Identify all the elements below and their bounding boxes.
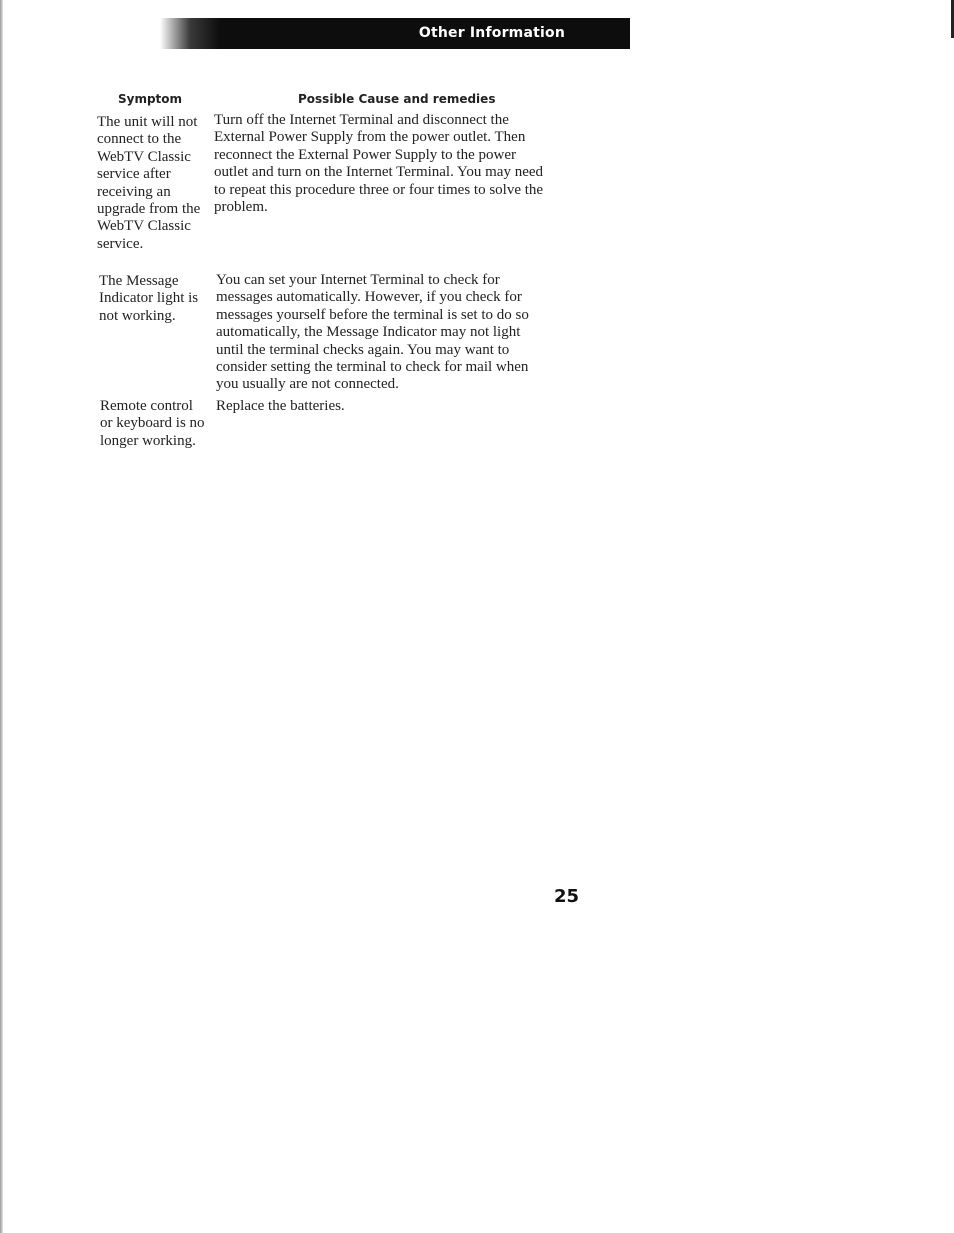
page-left-edge bbox=[0, 0, 3, 1233]
remedy-cell: Replace the batteries. bbox=[216, 398, 345, 414]
symptom-cell: The Message Indicator light is not working. bbox=[99, 273, 199, 324]
cause-column-heading: Possible Cause and remedies bbox=[298, 92, 496, 106]
section-header-bar bbox=[160, 18, 630, 49]
section-title: Other Information bbox=[418, 25, 565, 41]
remedy-cell: Turn off the Internet Terminal and disconnect the External Power Supply from the power outlet. Then reconnect the External Power Supply to the power outlet and turn on the Internet Terminal. You may need to repeat this procedure three or four times to solve the problem. bbox=[214, 112, 544, 216]
symptom-column-heading: Symptom bbox=[118, 92, 183, 106]
remedy-cell: You can set your Internet Terminal to check for messages automatically. However, if you check for messages yourself before the terminal is set to do so automatically, the Message Indicator may not light until the terminal checks again. You may want to consider setting the terminal to check for mail when you usually are not connected. bbox=[216, 272, 529, 393]
page-number: 25 bbox=[554, 886, 580, 907]
symptom-cell: Remote control or keyboard is no longer working. bbox=[100, 398, 205, 449]
symptom-cell: The unit will not connect to the WebTV Classic service after receiving an upgrade from the WebTV Classic service. bbox=[97, 114, 201, 252]
